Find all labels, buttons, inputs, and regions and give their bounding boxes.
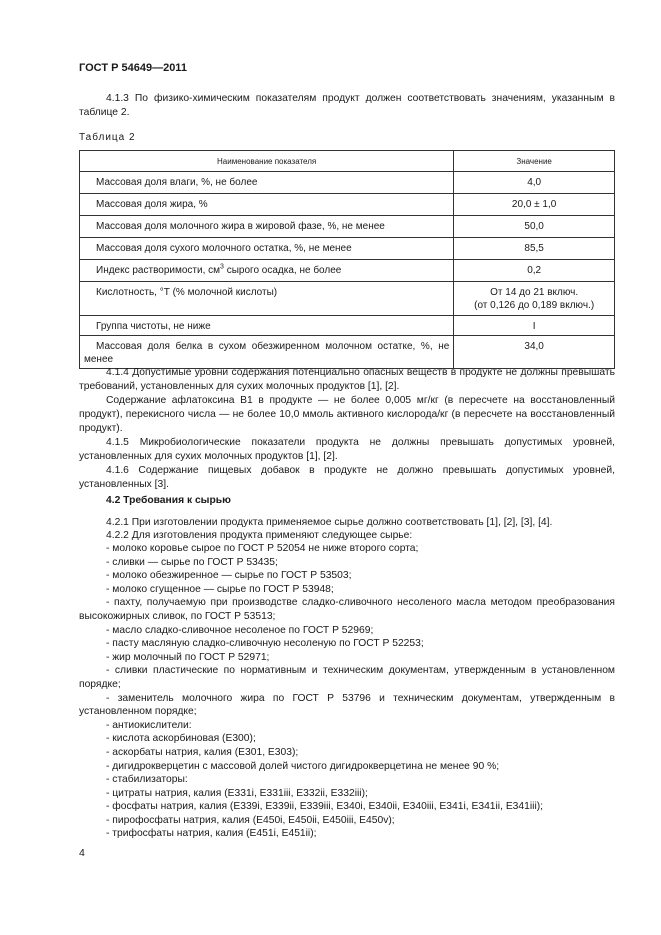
row-name: Массовая доля сухого молочного остатка, %, не менее <box>80 238 454 260</box>
list-item: - цитраты натрия, калия (Е331i, Е331iii, Е332ii, Е332iii); <box>106 787 368 799</box>
row-value <box>454 282 615 316</box>
list-item: - сливки пластические по нормативным и техническим документам, утвержденным в установленном порядке; <box>79 665 615 690</box>
paragraph-4-1-4: 4.1.4 Допустимые уровни содержания потенциально опасных веществ в продукте не должны превышать требований, установленных для сухих молочных продуктов [1], [2]. <box>79 367 615 392</box>
list-item: - сливки — сырье по ГОСТ Р 53435; <box>106 556 278 568</box>
row-value-line: От 14 до 21 включ. <box>490 287 579 298</box>
table-caption: Таблица 2 <box>79 132 136 143</box>
list-item: - дигидрокверцетин с массовой долей чистого дигидрокверцетина не менее 90 %; <box>106 760 500 772</box>
superscript-3: 3 <box>220 263 224 271</box>
document-header: ГОСТ Р 54649—2011 <box>79 62 187 74</box>
row-value: 50,0 <box>454 216 615 238</box>
row-name: Массовая доля белка в сухом обезжиренном молочном остатке, %, не менее <box>80 336 454 369</box>
paragraph-4-1-3: 4.1.3 По физико-химическим показателям продукт должен соответствовать значениям, указанным в таблице 2. <box>79 93 615 118</box>
table-row <box>80 216 615 238</box>
table-row <box>80 194 615 216</box>
row-value: 85,5 <box>454 238 615 260</box>
list-item: - молоко обезжиренное — сырье по ГОСТ Р 53503; <box>106 570 352 582</box>
row-value: 0,2 <box>454 260 615 282</box>
table-row <box>80 316 615 336</box>
list-item: - пирофосфаты натрия, калия (Е450i, Е450ii, Е450iii, Е450v); <box>106 814 395 826</box>
table-row <box>80 172 615 194</box>
list-item: - заменитель молочного жира по ГОСТ Р 53796 и техническим документам, утвержденным в установленном порядке; <box>79 692 615 718</box>
list-item: - фосфаты натрия, калия (Е339i, Е339ii, Е339iii, Е340i, Е340ii, Е340iii, Е341i, Е341ii, Е341iii); <box>106 801 544 813</box>
list-item: - масло сладко-сливочное несоленое по ГОСТ Р 52969; <box>106 624 374 636</box>
row-name: Массовая доля молочного жира в жировой фазе, %, не менее <box>80 216 454 238</box>
list-item: - трифосфаты натрия, калия (Е451i, Е451ii); <box>106 828 317 840</box>
column-header-name: Наименование показателя <box>80 151 454 172</box>
table-row <box>80 238 615 260</box>
list-item: - молоко сгущенное — сырье по ГОСТ Р 53948; <box>106 583 334 595</box>
paragraph-aflatoxin: Содержание афлатоксина B1 в продукте — не более 0,005 мг/кг (в пересчете на восстановленный продукт), перекисного числа — не более 10,0 ммоль активного кислорода/кг (в пересчете на восстановленный продукт). <box>79 395 615 434</box>
row-value: 34,0 <box>454 336 615 369</box>
table-row <box>80 336 615 369</box>
row-name <box>80 260 454 282</box>
table-row <box>80 282 615 316</box>
list-item: - жир молочный по ГОСТ Р 52971; <box>106 651 270 663</box>
table-2 <box>79 150 615 369</box>
row-name: Кислотность, °Т (% молочной кислоты) <box>80 282 454 316</box>
row-name: Массовая доля влаги, %, не более <box>80 172 454 194</box>
paragraph-4-2-2: 4.2.2 Для изготовления продукта применяют следующее сырье: <box>106 530 413 541</box>
section-heading-4-2: 4.2 Требования к сырью <box>106 495 231 506</box>
row-name: Группа чистоты, не ниже <box>80 316 454 336</box>
row-value: 4,0 <box>454 172 615 194</box>
row-name-part: Индекс растворимости, см <box>96 265 221 276</box>
raw-materials-list <box>79 542 615 841</box>
list-item: - пахту, получаемую при производстве сладко-сливочного несоленого масла методом преобразования высокожирных сливок, по ГОСТ Р 53513; <box>79 597 615 622</box>
list-item: - молоко коровье сырое по ГОСТ Р 52054 не ниже второго сорта; <box>106 543 419 554</box>
row-value: I <box>454 316 615 336</box>
paragraph-4-2-1: 4.2.1 При изготовлении продукта применяемое сырье должно соответствовать [1], [2], [3], [4]. <box>106 517 553 528</box>
column-header-value: Значение <box>454 151 615 172</box>
list-item: - антиокислители: <box>106 719 192 731</box>
list-item: - пасту масляную сладко-сливочную несоленую по ГОСТ Р 52253; <box>106 638 424 650</box>
paragraph-4-1-5: 4.1.5 Микробиологические показатели продукта не должны превышать допустимых уровней, установленных для сухих молочных продуктов [1], [2]. <box>79 437 615 462</box>
table-header-row <box>80 151 615 172</box>
list-item: - аскорбаты натрия, калия (Е301, Е303); <box>106 746 299 758</box>
row-name-part: сырого осадка, не более <box>223 265 342 276</box>
table-row <box>80 260 615 282</box>
list-item: - стабилизаторы: <box>106 774 188 786</box>
page-number: 4 <box>79 847 85 859</box>
row-value: 20,0 ± 1,0 <box>454 194 615 216</box>
paragraph-4-1-6: 4.1.6 Содержание пищевых добавок в продукте не должно превышать допустимых уровней, установленных [3]. <box>79 465 615 490</box>
row-name: Массовая доля жира, % <box>80 194 454 216</box>
row-value-line: (от 0,126 до 0,189 включ.) <box>474 300 595 311</box>
list-item: - кислота аскорбиновая (Е300); <box>106 733 256 745</box>
